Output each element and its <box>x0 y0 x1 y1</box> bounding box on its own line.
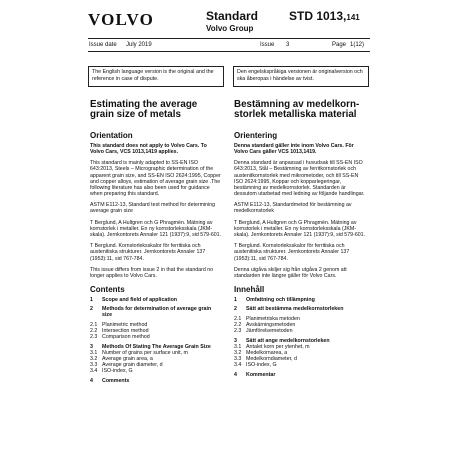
toc-number: 3.4 <box>90 367 98 374</box>
standard-edition: 141 <box>346 13 360 22</box>
paragraph-4-sv: T Berglund. Kornstorleksskalor för ferritiska och austenitiska strukturer. Jernkontorets Annaler 137 (1953):11, sid 767-784. <box>234 243 350 262</box>
toc-number: 1 <box>90 296 93 303</box>
toc-number: 2.2 <box>234 321 242 328</box>
toc-entry: Jämförelsemetoden <box>246 328 293 335</box>
contents-heading-sv: Innehåll <box>234 284 265 294</box>
organization: Volvo Group <box>206 24 254 33</box>
toc-number: 1 <box>234 296 237 303</box>
issue-date-label: Issue date <box>89 42 117 48</box>
toc-number: 2.2 <box>90 328 98 335</box>
toc-number: 2 <box>90 306 93 313</box>
doc-type: Standard <box>206 9 259 23</box>
orientation-bold-sv: Denna standard gäller inte inom Volvo Cars. För Volvo Cars gäller VCS 1013,1419. <box>234 142 354 155</box>
toc-entry: Comments <box>102 377 130 384</box>
title-en: Estimating the average grain size of metals <box>90 99 198 121</box>
standard-number-main: STD 1013, <box>289 9 347 23</box>
toc-entry: Avskärningsmetoden <box>246 321 296 328</box>
toc-entry: Scope and field of application <box>102 296 178 303</box>
toc-number: 3.1 <box>234 343 242 350</box>
toc-number: 2.1 <box>90 321 98 328</box>
toc-entry: Sätt att ange medelkornstorleken <box>246 337 330 344</box>
issue-date: July 2019 <box>126 42 152 48</box>
toc-number: 3.3 <box>234 355 242 362</box>
toc-number: 3 <box>234 337 237 344</box>
toc-number: 2.1 <box>234 315 242 322</box>
toc-number: 4 <box>234 371 237 378</box>
english-column <box>90 100 222 384</box>
paragraph-1-en: This standard is mainly adapted to SS-EN ISO 643:2013, Steels – Micrographic determination of the apparent grain size, and SS-EN ISO 2624:1995, Copper and copper alloys, estimation of average grain size .The following literature has also been used for guidance when preparing this standard. <box>90 160 221 197</box>
toc-entry: Intersection method <box>102 328 149 335</box>
contents-heading-en: Contents <box>90 284 125 294</box>
toc-entry: Average grain area, a <box>102 355 153 362</box>
toc-number: 4 <box>90 377 93 384</box>
title-sv: Bestämning av medelkorn-storlek metalliska material <box>234 99 360 121</box>
notice-box-sv: Den engelskspråkiga versionen är originalversion och ska åberopas i händelse av tvist. <box>233 66 369 87</box>
page-label: Page <box>332 42 347 48</box>
toc-entry: Sätt att bestämma medelkornstorleken <box>246 306 344 313</box>
toc-entry: Medelkorndiameter, d <box>246 355 297 362</box>
paragraph-5-en: This issue differs from issue 2 in that the standard no longer applies to Volvo Cars. <box>90 267 214 280</box>
swedish-column <box>234 100 366 378</box>
volvo-logo: VOLVO <box>88 10 155 29</box>
header-rule-top <box>88 38 370 39</box>
paragraph-4-en: T Berglund. Kornstorleksskalor för ferritiska och austenitiska strukturer. Jernkontorets Annaler 137 (1953):11, sid 767-784. <box>90 243 206 262</box>
toc-entry: ISO-index, G <box>246 361 277 368</box>
toc-number: 3.2 <box>90 355 98 362</box>
toc-number: 3.2 <box>234 349 242 356</box>
paragraph-3-en: T Berglund, A Hultgren och G Phragmén. Mätning av kornstorlek i metaller. En ny kornstorleksskala (JKM-skala). Jernkontorets Annaler 121 (1937):9, sid 579-601. <box>90 219 222 238</box>
toc-number: 3.1 <box>90 349 98 356</box>
toc-entry: Omfattning och tillämpning <box>246 296 315 303</box>
toc-entry: Average grain diameter, d <box>102 361 163 368</box>
toc-entry: Planimetriska metoden <box>246 315 300 322</box>
toc-number: 3 <box>90 343 93 350</box>
table-of-contents-en <box>90 297 222 384</box>
orientation-heading-sv: Orientering <box>234 130 278 140</box>
toc-entry: Kommentar <box>246 371 276 378</box>
notice-box-en: The English language version is the original and the reference in case of dispute. <box>88 66 224 87</box>
paragraph-1-sv: Denna standard är anpassad i huvudsak till SS-EN ISO 643:2013, Stål – Bestämning av ferritkornstorlek och austenitkornstorlek med mikrometoder, och till SS-EN ISO 2624:1995, Koppar och kopparlegeringar, bestämning av medelkornstorlek. Standarden är dessutom utarbetad med ledning av följande handlingar. <box>234 160 365 197</box>
toc-number: 2.3 <box>90 334 98 341</box>
paragraph-3-sv: T Berglund, A Hultgren och G Phragmén. Mätning av kornstorlek i metaller. En ny kornstorleksskala (JKM-skala). Jernkontorets Annaler 121 (1937):9, sid 579-601. <box>234 219 366 238</box>
toc-number: 3.4 <box>234 361 242 368</box>
orientation-bold-en: This standard does not apply to Volvo Cars. To Volvo Cars, VCS 1013,1419 applies. <box>90 142 207 155</box>
toc-entry: Planimetric method <box>102 321 148 328</box>
issue-label: Issue <box>260 42 275 48</box>
standard-number <box>289 10 360 24</box>
table-of-contents-sv <box>234 297 366 378</box>
issue-number: 3 <box>286 42 290 48</box>
toc-entry: Medelkornarea, a <box>246 349 288 356</box>
toc-entry: Number of grains per surface unit, m <box>102 349 188 356</box>
paragraph-2-sv: ASTM E112-13, Standardmetod för bestämning av medelkornstorlek <box>234 202 352 215</box>
toc-entry: Antalet korn per ytenhet, m <box>246 343 310 350</box>
paragraph-2-en: ASTM E112-13, Standard test method for determining average grain size <box>90 202 216 215</box>
toc-number: 2 <box>234 306 237 313</box>
toc-number: 2.3 <box>234 328 242 335</box>
page-number: 1(12) <box>350 42 365 48</box>
toc-number: 3.3 <box>90 361 98 368</box>
paragraph-5-sv: Denna utgåva skiljer sig från utgåva 2 genom att standarden inte längre gäller för Volvo Cars. <box>234 267 347 280</box>
toc-entry: Methods Of Stating The Average Grain Size <box>102 343 211 350</box>
toc-entry: ISO-index, G <box>102 367 133 374</box>
toc-entry: Comparison method <box>102 334 150 341</box>
header-rule-bottom <box>88 51 370 52</box>
toc-entry: Methods for determination of average grain size <box>102 306 212 319</box>
orientation-heading-en: Orientation <box>90 130 133 140</box>
